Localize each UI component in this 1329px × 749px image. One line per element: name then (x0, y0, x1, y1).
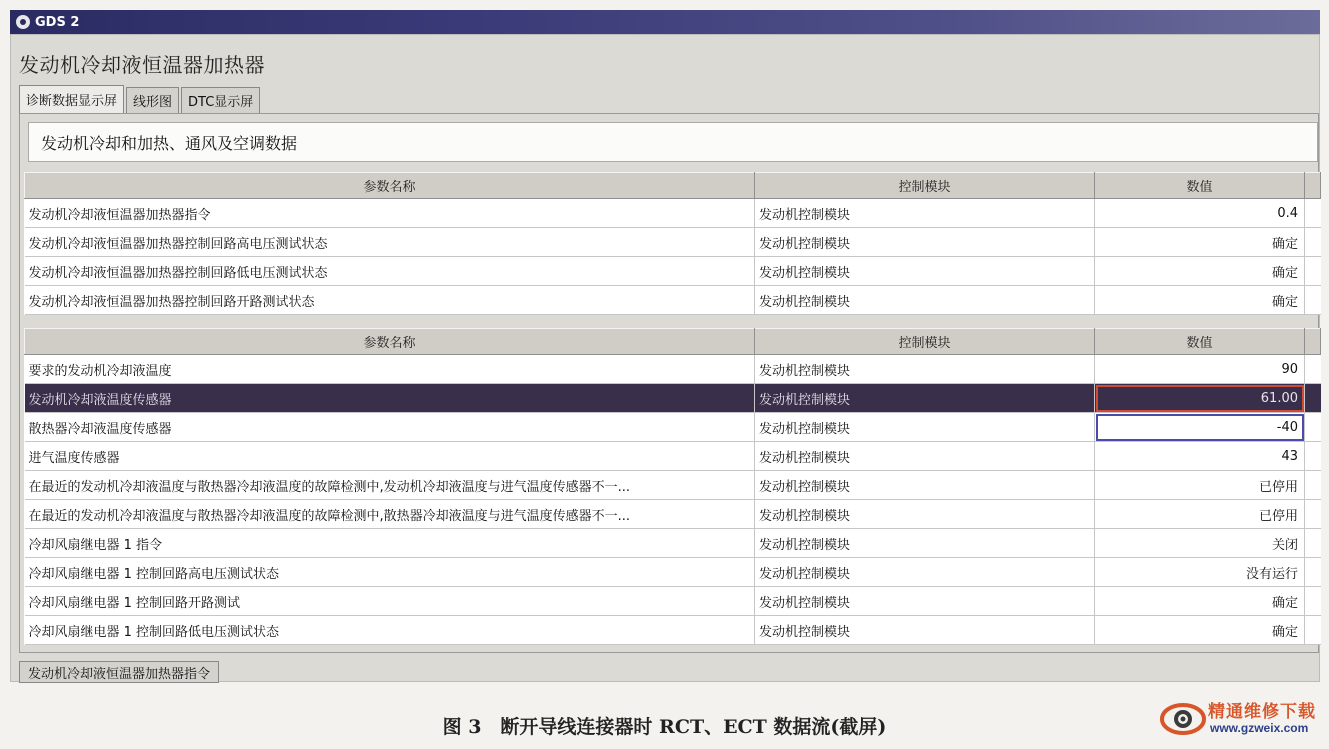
table-row[interactable] (25, 355, 1321, 384)
row-padding (1305, 529, 1321, 558)
control-module-cell: 发动机控制模块 (755, 616, 1095, 645)
row-padding (1305, 257, 1321, 286)
row-padding (1305, 558, 1321, 587)
data-table-top (24, 172, 1321, 315)
row-padding (1305, 384, 1321, 413)
row-padding (1305, 355, 1321, 384)
row-padding (1305, 228, 1321, 257)
control-module-cell: 发动机控制模块 (755, 228, 1095, 257)
table-header (25, 329, 1321, 355)
app-logo-icon (16, 15, 30, 29)
value-cell: 确定 (1095, 616, 1305, 645)
table-row[interactable] (25, 529, 1321, 558)
control-module-cell: 发动机控制模块 (755, 355, 1095, 384)
control-module-cell: 发动机控制模块 (755, 199, 1095, 228)
value-cell: 90 (1095, 355, 1305, 384)
row-padding (1305, 286, 1321, 315)
table-row[interactable] (25, 199, 1321, 228)
column-header-spacer (1305, 173, 1321, 199)
table-row[interactable] (25, 257, 1321, 286)
control-module-cell: 发动机控制模块 (755, 529, 1095, 558)
column-header-value[interactable]: 数值 (1095, 329, 1305, 355)
row-padding (1305, 471, 1321, 500)
control-module-cell: 发动机控制模块 (755, 384, 1095, 413)
param-name-cell: 要求的发动机冷却液温度 (25, 355, 755, 384)
param-name-cell: 冷却风扇继电器 1 控制回路开路测试 (25, 587, 755, 616)
table-row[interactable] (25, 500, 1321, 529)
param-name-cell: 发动机冷却液恒温器加热器控制回路高电压测试状态 (25, 228, 755, 257)
column-header-module[interactable]: 控制模块 (755, 329, 1095, 355)
watermark-name: 精通维修下载 (1208, 702, 1316, 722)
control-module-cell: 发动机控制模块 (755, 471, 1095, 500)
param-name-cell: 发动机冷却液恒温器加热器指令 (25, 199, 755, 228)
tab-panel (19, 113, 1319, 653)
data-group-title: 发动机冷却和加热、通风及空调数据 (28, 122, 1318, 162)
param-name-cell: 在最近的发动机冷却液温度与散热器冷却液温度的故障检测中,散热器冷却液温度与进气温度传感器不一... (25, 500, 755, 529)
table-row[interactable] (25, 471, 1321, 500)
row-padding (1305, 442, 1321, 471)
value-cell: 已停用 (1095, 471, 1305, 500)
row-padding (1305, 500, 1321, 529)
table-row[interactable] (25, 228, 1321, 257)
column-header-module[interactable]: 控制模块 (755, 173, 1095, 199)
window-titlebar (10, 10, 1320, 34)
value-cell: 确定 (1095, 257, 1305, 286)
param-name-cell: 在最近的发动机冷却液温度与散热器冷却液温度的故障检测中,发动机冷却液温度与进气温度传感器不一... (25, 471, 755, 500)
value-cell: 已停用 (1095, 500, 1305, 529)
figure-caption: 图 3 断开导线连接器时 RCT、ECT 数据流(截屏) (442, 716, 887, 738)
param-name-cell: 散热器冷却液温度传感器 (25, 413, 755, 442)
eye-logo-icon (1160, 695, 1206, 741)
column-header-value[interactable]: 数值 (1095, 173, 1305, 199)
page-title: 发动机冷却液恒温器加热器 (19, 53, 265, 77)
param-name-cell: 发动机冷却液恒温器加热器控制回路开路测试状态 (25, 286, 755, 315)
control-module-cell: 发动机控制模块 (755, 558, 1095, 587)
window-title: GDS 2 (35, 14, 80, 30)
table-row[interactable] (25, 587, 1321, 616)
bottom-parameter-tab[interactable]: 发动机冷却液恒温器加热器指令 (19, 661, 219, 683)
table-row[interactable] (25, 413, 1321, 442)
param-name-cell: 冷却风扇继电器 1 控制回路低电压测试状态 (25, 616, 755, 645)
param-name-cell: 冷却风扇继电器 1 控制回路高电压测试状态 (25, 558, 755, 587)
value-cell: 61.00 (1095, 384, 1305, 413)
watermark-url: www.gzweix.com (1210, 721, 1309, 735)
row-padding (1305, 587, 1321, 616)
row-padding (1305, 413, 1321, 442)
value-cell: 确定 (1095, 228, 1305, 257)
column-header-name[interactable]: 参数名称 (25, 173, 755, 199)
row-padding (1305, 616, 1321, 645)
value-cell: 43 (1095, 442, 1305, 471)
param-name-cell: 发动机冷却液温度传感器 (25, 384, 755, 413)
watermark (1160, 693, 1326, 745)
table-row[interactable] (25, 442, 1321, 471)
column-header-name[interactable]: 参数名称 (25, 329, 755, 355)
main-window (10, 34, 1320, 682)
table-header (25, 173, 1321, 199)
table-row[interactable] (25, 384, 1321, 413)
table-row[interactable] (25, 558, 1321, 587)
value-cell: 确定 (1095, 286, 1305, 315)
value-cell: 关闭 (1095, 529, 1305, 558)
control-module-cell: 发动机控制模块 (755, 587, 1095, 616)
row-padding (1305, 199, 1321, 228)
tab-dtc[interactable]: DTC显示屏 (181, 87, 260, 113)
value-cell: 确定 (1095, 587, 1305, 616)
param-name-cell: 进气温度传感器 (25, 442, 755, 471)
table-row[interactable] (25, 286, 1321, 315)
value-cell: 0.4 (1095, 199, 1305, 228)
table-row[interactable] (25, 616, 1321, 645)
control-module-cell: 发动机控制模块 (755, 500, 1095, 529)
control-module-cell: 发动机控制模块 (755, 413, 1095, 442)
value-cell: -40 (1095, 413, 1305, 442)
control-module-cell: 发动机控制模块 (755, 442, 1095, 471)
param-name-cell: 冷却风扇继电器 1 指令 (25, 529, 755, 558)
control-module-cell: 发动机控制模块 (755, 286, 1095, 315)
data-table-bottom (24, 328, 1321, 645)
tab-bar (19, 87, 262, 113)
control-module-cell: 发动机控制模块 (755, 257, 1095, 286)
tab-graph[interactable]: 线形图 (126, 87, 179, 113)
value-cell: 没有运行 (1095, 558, 1305, 587)
column-header-spacer (1305, 329, 1321, 355)
tab-diagnostic-data[interactable]: 诊断数据显示屏 (19, 85, 124, 113)
param-name-cell: 发动机冷却液恒温器加热器控制回路低电压测试状态 (25, 257, 755, 286)
